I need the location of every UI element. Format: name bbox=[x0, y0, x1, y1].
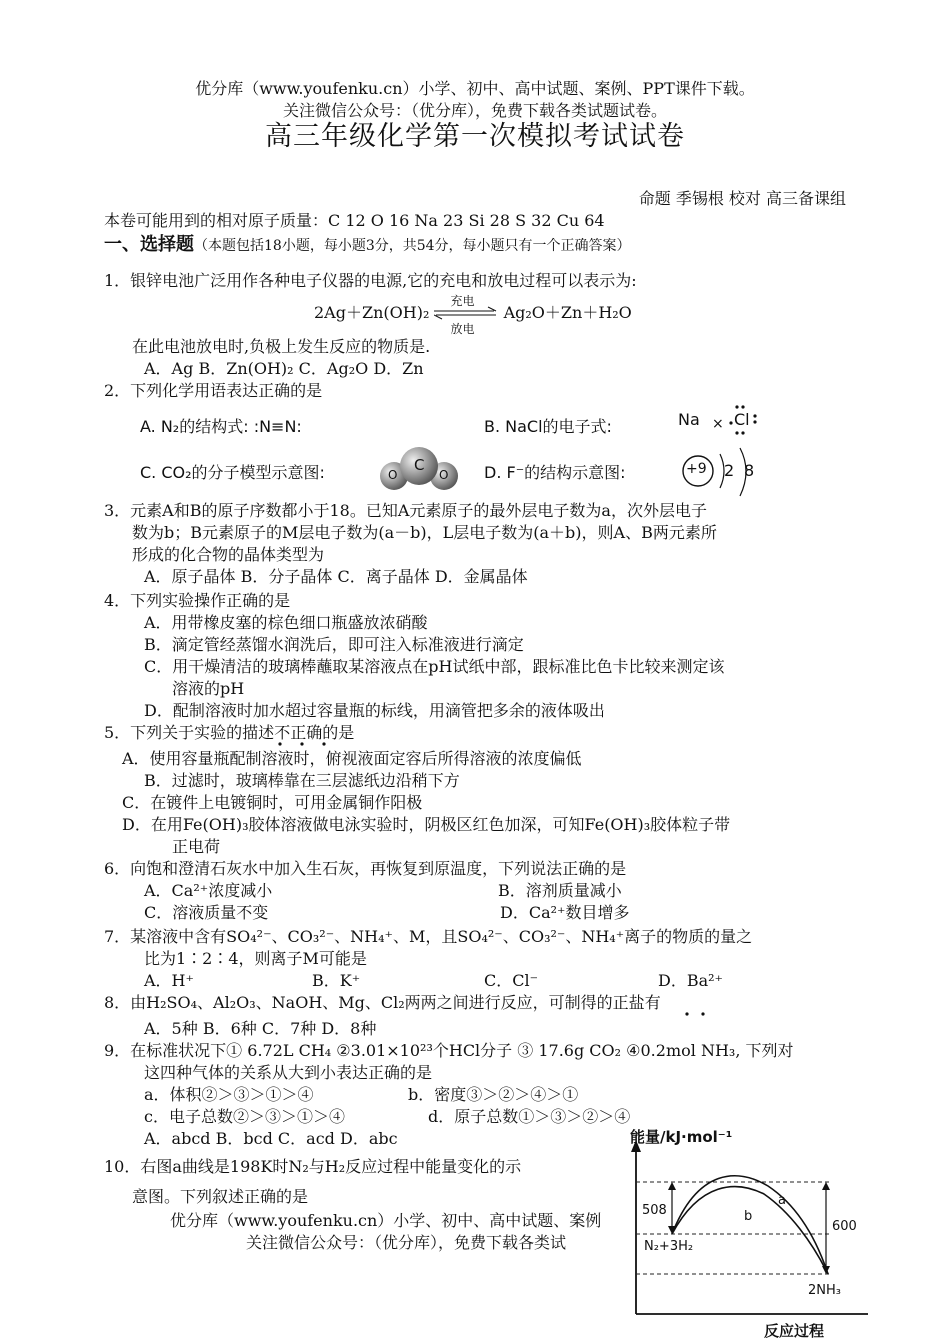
q1-eq-charge: 充电 bbox=[450, 294, 475, 308]
q3-line1: 3．元素A和B的原子序数都小于18。已知A元素原子的最外层电子数为a，次外层电子 bbox=[104, 501, 707, 520]
authors: 命题 季锡根 校对 高三备课组 bbox=[638, 189, 846, 208]
atomic-mass-note: 本卷可能用到的相对原子质量：C 12 O 16 Na 23 Si 28 S 32 Cu 64 bbox=[104, 211, 605, 230]
section-heading bbox=[104, 234, 631, 257]
page-title: 高三年级化学第一次模拟考试试卷 bbox=[265, 121, 685, 152]
co2-atom-c: C bbox=[414, 456, 425, 474]
co2-atom-o2: O bbox=[439, 468, 449, 482]
q2-b-cl: Cl bbox=[734, 410, 750, 429]
q2-option-d: D. F⁻的结构示意图: bbox=[484, 463, 626, 482]
q1-options: A．Ag B．Zn(OH)₂ C．Ag₂O D．Zn bbox=[144, 359, 424, 378]
q9-item-b: b．密度③＞②＞④＞① bbox=[408, 1085, 579, 1104]
q3-options: A．原子晶体 B．分子晶体 C．离子晶体 D．金属晶体 bbox=[144, 567, 528, 586]
q9-item-d: d．原子总数①＞③＞②＞④ bbox=[428, 1107, 631, 1126]
q4-option-d: D．配制溶液时加水超过容量瓶的标线，用滴管把多余的液体吸出 bbox=[144, 701, 605, 720]
curve-a-label: a bbox=[778, 1193, 786, 1208]
q9-item-a: a．体积②＞③＞①＞④ bbox=[144, 1085, 314, 1104]
q6-option-c: C．溶液质量不变 bbox=[144, 903, 269, 922]
footer-ad-line1: 优分库（www.youfenku.cn）小学、初中、高中试题、案例 bbox=[170, 1211, 602, 1230]
curve-b-label: b bbox=[744, 1209, 753, 1224]
section-title: 一、选择题 bbox=[104, 234, 194, 255]
q8-stem bbox=[104, 992, 661, 1014]
q7-option-d: D．Ba²⁺ bbox=[658, 971, 723, 990]
header-ad-line2: 关注微信公众号：（优分库），免费下载各类试题试卷。 bbox=[282, 101, 667, 120]
q2-shell2: 8 bbox=[744, 461, 755, 480]
q2-figure bbox=[140, 404, 780, 500]
q5-option-d2: 正电荷 bbox=[172, 837, 221, 856]
q10-line2: 意图。下列叙述正确的是 bbox=[132, 1187, 309, 1206]
q2-option-b: B. NaCl的电子式: bbox=[484, 417, 612, 436]
q1-eq-left: 2Ag＋Zn(OH)₂ bbox=[314, 303, 430, 322]
q7-line1: 7．某溶液中含有SO₄²⁻、CO₃²⁻、NH₄⁺、M，且SO₄²⁻、CO₃²⁻、NH₄⁺离子的物质的量之 bbox=[104, 927, 753, 946]
q9-options: A．abcd B．bcd C．acd D．abc bbox=[144, 1129, 398, 1148]
q4-option-a: A．用带橡皮塞的棕色细口瓶盛放浓硝酸 bbox=[144, 613, 428, 632]
q9-item-c: c．电子总数②＞③＞①＞④ bbox=[144, 1107, 345, 1126]
q3-line3: 形成的化合物的晶体类型为 bbox=[132, 545, 325, 564]
q5-option-d1: D．在用Fe(OH)₃胶体溶液做电泳实验时，阴极区红色加深，可知Fe(OH)₃胶体粒子带 bbox=[122, 815, 731, 834]
q7-option-a: A．H⁺ bbox=[144, 971, 194, 990]
q6-option-d: D．Ca²⁺数目增多 bbox=[500, 903, 630, 922]
q1-eq-arrow bbox=[434, 294, 498, 336]
q2-shell1: 2 bbox=[724, 461, 735, 480]
curve-a bbox=[672, 1176, 828, 1274]
value-left: 508 bbox=[642, 1203, 667, 1218]
q2-option-a: A. N₂的结构式: :N≡N: bbox=[140, 417, 302, 436]
section-note: （本题包括18小题，每小题3分，共54分，每小题只有一个正确答案） bbox=[194, 238, 631, 254]
emphasis-dots-icon bbox=[272, 740, 352, 748]
product-label: 2NH₃ bbox=[808, 1283, 841, 1298]
q8-stem-emphasis: 正盐 bbox=[612, 993, 645, 1012]
q2-option-c: C. CO₂的分子模型示意图: bbox=[140, 463, 325, 482]
curve-b bbox=[672, 1187, 828, 1274]
q7-option-c: C．Cl⁻ bbox=[484, 971, 539, 990]
q6-option-a: A．Ca²⁺浓度减小 bbox=[144, 881, 273, 900]
energy-diagram bbox=[628, 1128, 878, 1342]
q1-stem: 1．银锌电池广泛用作各种电子仪器的电源,它的充电和放电过程可以表示为: bbox=[104, 271, 637, 290]
q4-stem: 4．下列实验操作正确的是 bbox=[104, 591, 291, 610]
q5-option-a: A．使用容量瓶配制溶液时，俯视液面定容后所得溶液的浓度偏低 bbox=[122, 749, 582, 768]
q10-line1: 10．右图a曲线是198K时N₂与H₂反应过程中能量变化的示 bbox=[104, 1157, 522, 1176]
q1-equation bbox=[314, 294, 632, 336]
q1-sub: 在此电池放电时,负极上发生反应的物质是. bbox=[132, 337, 431, 356]
q6-stem: 6．向饱和澄清石灰水中加入生石灰，再恢复到原温度，下列说法正确的是 bbox=[104, 859, 627, 878]
q2-nucleus: +9 bbox=[686, 461, 707, 477]
q4-option-c1: C．用干燥清洁的玻璃棒蘸取某溶液点在pH试纸中部，跟标准比色卡比较来测定该 bbox=[144, 657, 725, 676]
reactants-label: N₂+3H₂ bbox=[644, 1239, 694, 1254]
q5-option-c: C．在镀件上电镀铜时，可用金属铜作阳极 bbox=[122, 793, 423, 812]
header-ad-line1: 优分库（www.youfenku.cn）小学、初中、高中试题、案例、PPT课件下载。 bbox=[195, 79, 755, 98]
q5-stem-emphasis: 不正确 bbox=[274, 723, 323, 742]
footer-ad-line2: 关注微信公众号：（优分库），免费下载各类试 bbox=[246, 1233, 567, 1252]
y-axis-label: 能量/kJ·mol⁻¹ bbox=[630, 1128, 733, 1146]
arrow-up-icon bbox=[822, 1182, 830, 1190]
q5-option-b: B．过滤时，玻璃棒靠在三层滤纸边沿稍下方 bbox=[144, 771, 460, 790]
q8-stem-post: 有 bbox=[644, 993, 661, 1012]
q2-b-na: Na bbox=[678, 410, 700, 429]
q8-stem-pre: 8．由H₂SO₄、Al₂O₃、NaOH、Mg、Cl₂两两之间进行反应，可制得的 bbox=[104, 993, 613, 1012]
q9-line1: 9．在标准状况下① 6.72L CH₄ ②3.01×10²³个HCl分子 ③ 17.6g CO₂ ④0.2mol NH₃, 下列对 bbox=[104, 1041, 794, 1060]
emphasis-dots-icon bbox=[680, 1010, 720, 1018]
electron-dots-icon bbox=[728, 404, 758, 436]
q3-line2: 数为b；B元素原子的M层电子数为(a－b)，L层电子数为(a＋b)，则A、B两元素所 bbox=[132, 523, 717, 542]
q1-eq-right: Ag₂O＋Zn＋H₂O bbox=[503, 303, 632, 322]
q6-option-b: B．溶剂质量减小 bbox=[498, 881, 622, 900]
q4-option-c2: 溶液的pH bbox=[172, 679, 245, 698]
q2-stem: 2．下列化学用语表达正确的是 bbox=[104, 381, 323, 400]
arrow-up-icon bbox=[668, 1182, 676, 1190]
cross-icon: × bbox=[712, 416, 724, 432]
x-axis-label: 反应过程 bbox=[764, 1322, 825, 1340]
q5-stem-post: 的是 bbox=[322, 723, 355, 742]
co2-atom-o1: O bbox=[388, 468, 398, 482]
q7-line2: 比为1∶2∶4，则离子M可能是 bbox=[144, 949, 367, 968]
q9-line2: 这四种气体的关系从大到小表达正确的是 bbox=[144, 1063, 433, 1082]
q7-option-b: B．K⁺ bbox=[312, 971, 361, 990]
value-right: 600 bbox=[832, 1219, 857, 1234]
q5-stem-pre: 5．下列关于实验的描述 bbox=[104, 723, 275, 742]
q8-options: A．5种 B．6种 C．7种 D．8种 bbox=[144, 1019, 377, 1038]
q4-option-b: B．滴定管经蒸馏水润洗后，即可注入标准液进行滴定 bbox=[144, 635, 524, 654]
q1-eq-discharge: 放电 bbox=[450, 322, 475, 336]
